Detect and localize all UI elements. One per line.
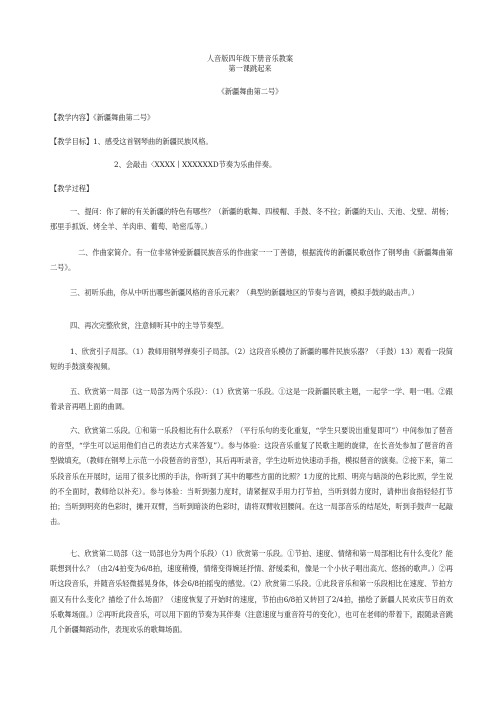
paragraph-4: 四、再次完整欣赏，注意倾听其中的主导节奏型。 bbox=[70, 321, 229, 330]
teaching-goal-2: 2、会敲击〈XXXX丨XXXXXXD节奏为乐曲伴奏。 bbox=[114, 160, 277, 169]
teaching-goal-1: 【教学目标】1、感受这首钢琴曲的新疆民族风格。 bbox=[50, 137, 213, 146]
paragraph-8: 七、欣赏第二局部（这一局部也分为两个乐段）（1）欣赏第一乐段。①节拍、速度、情绪和第一局部相比有什么变化？能联想到什么？（由2/4拍变为6/8拍，速度稍慢，情绪变得婉延抒情、舒缓柔和，像是一个小伙子唱出高亢、悠扬的歌声。）②再听这段音乐，并随音乐轻微摇晃身体，体会6/8拍摇曳的感觉。（2）欣赏第二乐段。①此段音乐和第一乐段相比在速度、节拍方面又有什么变化？描绘了什么场面？（速度恢复了开始时的速度，节拍由6/8拍又转回了2/4拍，描绘了新疆人民欢庆节日的欢乐歌舞场面。）②再听此段音乐，可以用下面的节奏为其伴奏（注意速度与重音符号的变化），也可在老师的带着下，跟随录音跳几个新疆舞蹈动作，表现欢乐的歌舞场面。 bbox=[50, 549, 453, 635]
paragraph-2: 二、作曲家简介。有一位非常钟爱新疆民族音乐的作曲家一一丁善德，根据流传的新疆民歌创作了钢琴曲《新疆舞曲第二号》。 bbox=[50, 248, 453, 273]
paragraph-3: 三、初听乐曲，你从中听出哪些新疆风格的音乐元素？（典型的新疆地区的节奏与音调，模拟手鼓的敲击声。） bbox=[70, 288, 419, 297]
piece-title: 《新疆舞曲第二号》 bbox=[217, 87, 283, 96]
lesson-title: 第一课跳起来 bbox=[228, 64, 272, 73]
paragraph-1: 一、提问：你了解的有关新疆的特色有哪些？（新疆的歌舞、四棱帽、手鼓、冬不拉；新疆的天山、天池、戈壁、胡杨；那里手抓饭、烤全羊、羊肉串、葡萄、哈密瓜等。） bbox=[50, 207, 453, 232]
process-heading: 【教学过程】 bbox=[50, 184, 94, 193]
paragraph-7: 六、欣赏第二乐段。①和第一乐段相比有什么联系？（平行乐句的变化重复，“学生只要说出重复即可”）中间参加了琶音的音型，“学生可以运用他们自己的表达方式来答复”）。参与体验：这段音乐重复了民歌主题的旋律，在长音处参加了琶音的音型做填充，（教师在钢琴上示范一小段琶音的音型），其后再听录音，学生边听边快速动手指，模拟琶音的演奏。②接下来，第二乐段音乐在开展时，运用了很多比照的手法，你听到了其中的哪些方面的比照？1力度的比照、明亮与暗淡的色彩比照，学生说的不全面时，教师给以补充）。参与体验：当听到强力度时，请紧握双手用力打节拍，当听到弱力度时，请伸出食指轻轻打节拍；当听到明亮的色彩时，摊开双臂，当听到暗淡的色彩时，请将双臂收回腰间。在这一局部音乐的结尾处，听到手鼓声一起敲击。 bbox=[50, 426, 453, 527]
document-title: 人音版四年级下册音乐教案 bbox=[206, 54, 294, 63]
teaching-content: 【教学内容】《新疆舞曲第二号》 bbox=[50, 113, 155, 122]
paragraph-6: 五、欣赏第一局部（这一局部为两个乐段）：（1）欣赏第一乐段。①这是一段新疆民歌主题，一起学一学、唱一唱。②跟着录音再唱上面的曲调。 bbox=[50, 387, 453, 412]
paragraph-5: 1、欣赏引子局部。（1）教师用钢琴弹奏引子局部。（2）这段音乐模仿了新疆的哪件民族乐器？（手鼓）13）观看一段简短的手鼓演奏视频。 bbox=[50, 347, 453, 372]
